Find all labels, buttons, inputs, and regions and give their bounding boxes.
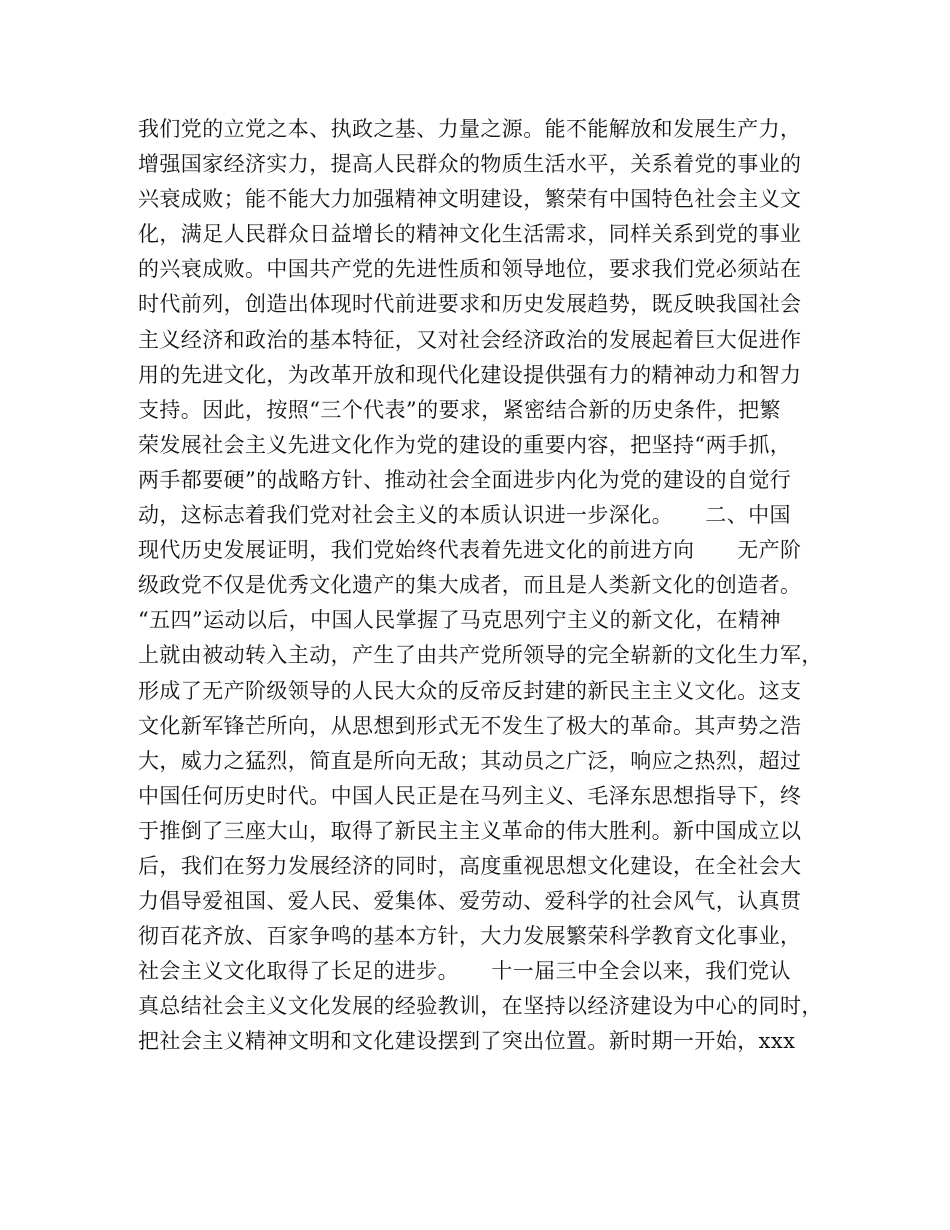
text-line: 化，满足人民群众日益增长的精神文化生活需求，同样关系到党的事业 bbox=[138, 222, 802, 247]
text-line: 彻百花齐放、百家争鸣的基本方针，大力发展繁荣科学教育文化事业， bbox=[138, 924, 802, 949]
text-line: 的兴衰成败。中国共产党的先进性质和领导地位，要求我们党必须站在 bbox=[138, 257, 802, 282]
text-line: 支持。因此，按照“三个代表”的要求，紧密结合新的历史条件，把繁 bbox=[138, 397, 781, 422]
text-line: 力倡导爱祖国、爱人民、爱集体、爱劳动、爱科学的社会风气，认真贯 bbox=[138, 889, 802, 914]
text-line: 中国任何历史时代。中国人民正是在马列主义、毛泽东思想指导下，终 bbox=[138, 783, 802, 808]
body-text bbox=[138, 112, 838, 1060]
text-line: “五四”运动以后，中国人民掌握了马克思列宁主义的新文化，在精神 bbox=[138, 608, 781, 633]
text-line: 动，这标志着我们党对社会主义的本质认识进一步深化。 二、中国 bbox=[138, 503, 791, 528]
text-line: 级政党不仅是优秀文化遗产的集大成者，而且是人类新文化的创造者。 bbox=[138, 573, 802, 598]
text-line: 荣发展社会主义先进文化作为党的建设的重要内容，把坚持“两手抓， bbox=[138, 432, 792, 457]
text-line: 兴衰成败；能不能大力加强精神文明建设，繁荣有中国特色社会主义文 bbox=[138, 187, 802, 212]
text-line: 我们党的立党之本、执政之基、力量之源。能不能解放和发展生产力， bbox=[138, 117, 802, 141]
text-line: 上就由被动转入主动，产生了由共产党所领导的完全崭新的文化生力军， bbox=[138, 643, 823, 668]
text-line: 文化新军锋芒所向，从思想到形式无不发生了极大的革命。其声势之浩 bbox=[138, 713, 802, 738]
text-line: 主义经济和政治的基本特征，又对社会经济政治的发展起着巨大促进作 bbox=[138, 327, 802, 352]
text-line: 两手都要硬”的战略方针、推动社会全面进步内化为党的建设的自觉行 bbox=[138, 467, 792, 492]
text-line: 把社会主义精神文明和文化建设摆到了突出位置。新时期一开始，xxx bbox=[138, 1029, 796, 1054]
text-line: 用的先进文化，为改革开放和现代化建设提供强有力的精神动力和智力 bbox=[138, 362, 802, 387]
text-line: 后，我们在努力发展经济的同时，高度重视思想文化建设，在全社会大 bbox=[138, 853, 802, 878]
text-line: 大，威力之猛烈，简直是所向无敌；其动员之广泛，响应之热烈，超过 bbox=[138, 748, 802, 773]
text-line: 社会主义文化取得了长足的进步。 十一届三中全会以来，我们党认 bbox=[138, 959, 791, 984]
text-line: 形成了无产阶级领导的人民大众的反帝反封建的新民主主义文化。这支 bbox=[138, 678, 802, 703]
text-line: 现代历史发展证明，我们党始终代表着先进文化的前进方向 无产阶 bbox=[138, 538, 802, 563]
text-line: 真总结社会主义文化发展的经验教训，在坚持以经济建设为中心的同时， bbox=[138, 994, 823, 1019]
text-line: 时代前列，创造出体现时代前进要求和历史发展趋势，既反映我国社会 bbox=[138, 292, 802, 317]
text-line: 增强国家经济实力，提高人民群众的物质生活水平，关系着党的事业的 bbox=[138, 152, 802, 177]
text-line: 于推倒了三座大山，取得了新民主主义革命的伟大胜利。新中国成立以 bbox=[138, 818, 802, 843]
